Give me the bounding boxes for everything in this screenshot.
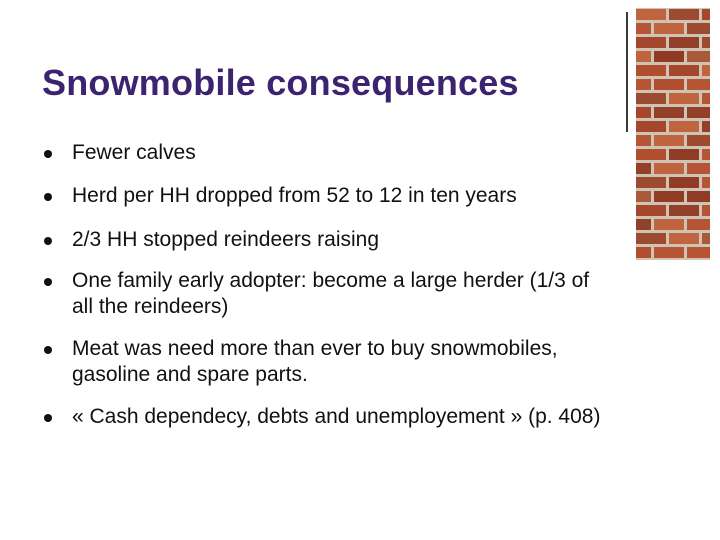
- brick: [636, 149, 666, 160]
- bullet-list: [44, 140, 614, 446]
- brick: [636, 79, 651, 90]
- bullet-text: Fewer calves: [72, 141, 196, 164]
- brick: [636, 219, 651, 230]
- brick: [636, 177, 666, 188]
- brick: [636, 205, 666, 216]
- brick: [636, 9, 666, 20]
- brick: [654, 107, 684, 118]
- brick: [687, 135, 710, 146]
- list-item: [44, 336, 614, 388]
- bullet-icon: [44, 346, 52, 354]
- bullet-icon: [44, 193, 52, 201]
- brick: [702, 177, 710, 188]
- brick: [687, 219, 710, 230]
- bullet-text: One family early adopter: become a large herder (1/3 of all the reindeers): [72, 269, 590, 318]
- brick: [636, 37, 666, 48]
- brick: [654, 247, 684, 258]
- brick: [702, 65, 710, 76]
- list-item: [44, 140, 614, 166]
- list-item: [44, 183, 614, 209]
- vertical-divider: [626, 12, 628, 132]
- bullet-icon: [44, 150, 52, 158]
- brick: [687, 163, 710, 174]
- brick: [654, 23, 684, 34]
- brick: [669, 149, 699, 160]
- brick: [687, 51, 710, 62]
- brick: [687, 107, 710, 118]
- brick: [669, 121, 699, 132]
- brick: [702, 205, 710, 216]
- brick: [702, 9, 710, 20]
- brick: [654, 191, 684, 202]
- bullet-text: Meat was need more than ever to buy snowmobiles, gasoline and spare parts.: [72, 337, 558, 386]
- brick: [669, 233, 699, 244]
- brick: [654, 51, 684, 62]
- brick: [636, 191, 651, 202]
- list-item: [44, 227, 614, 253]
- brick: [669, 65, 699, 76]
- brick: [669, 205, 699, 216]
- brick: [636, 247, 651, 258]
- brick: [636, 51, 651, 62]
- brick: [654, 219, 684, 230]
- brick: [669, 37, 699, 48]
- brick: [654, 135, 684, 146]
- brick: [636, 233, 666, 244]
- bullet-icon: [44, 278, 52, 286]
- brick: [687, 79, 710, 90]
- brick: [636, 135, 651, 146]
- bullet-text: « Cash dependecy, debts and unemployement » (p. 408): [72, 405, 601, 428]
- brick: [636, 121, 666, 132]
- brick: [687, 247, 710, 258]
- brick: [687, 23, 710, 34]
- brick: [654, 79, 684, 90]
- slide-title: Snowmobile consequences: [42, 62, 519, 103]
- bullet-icon: [44, 414, 52, 422]
- brick: [702, 37, 710, 48]
- brick: [687, 191, 710, 202]
- brick: [702, 121, 710, 132]
- brick: [636, 163, 651, 174]
- bullet-text: Herd per HH dropped from 52 to 12 in ten years: [72, 184, 517, 207]
- list-item: [44, 404, 614, 430]
- brick: [636, 65, 666, 76]
- bullet-icon: [44, 237, 52, 245]
- list-item: [44, 268, 614, 320]
- brick: [636, 23, 651, 34]
- brick: [636, 107, 651, 118]
- bullet-text: 2/3 HH stopped reindeers raising: [72, 228, 380, 251]
- brick: [669, 93, 699, 104]
- brick: [636, 93, 666, 104]
- brick-wall-image: [636, 8, 710, 260]
- brick: [669, 9, 699, 20]
- brick: [669, 177, 699, 188]
- brick: [702, 93, 710, 104]
- brick: [702, 233, 710, 244]
- brick: [702, 149, 710, 160]
- brick: [654, 163, 684, 174]
